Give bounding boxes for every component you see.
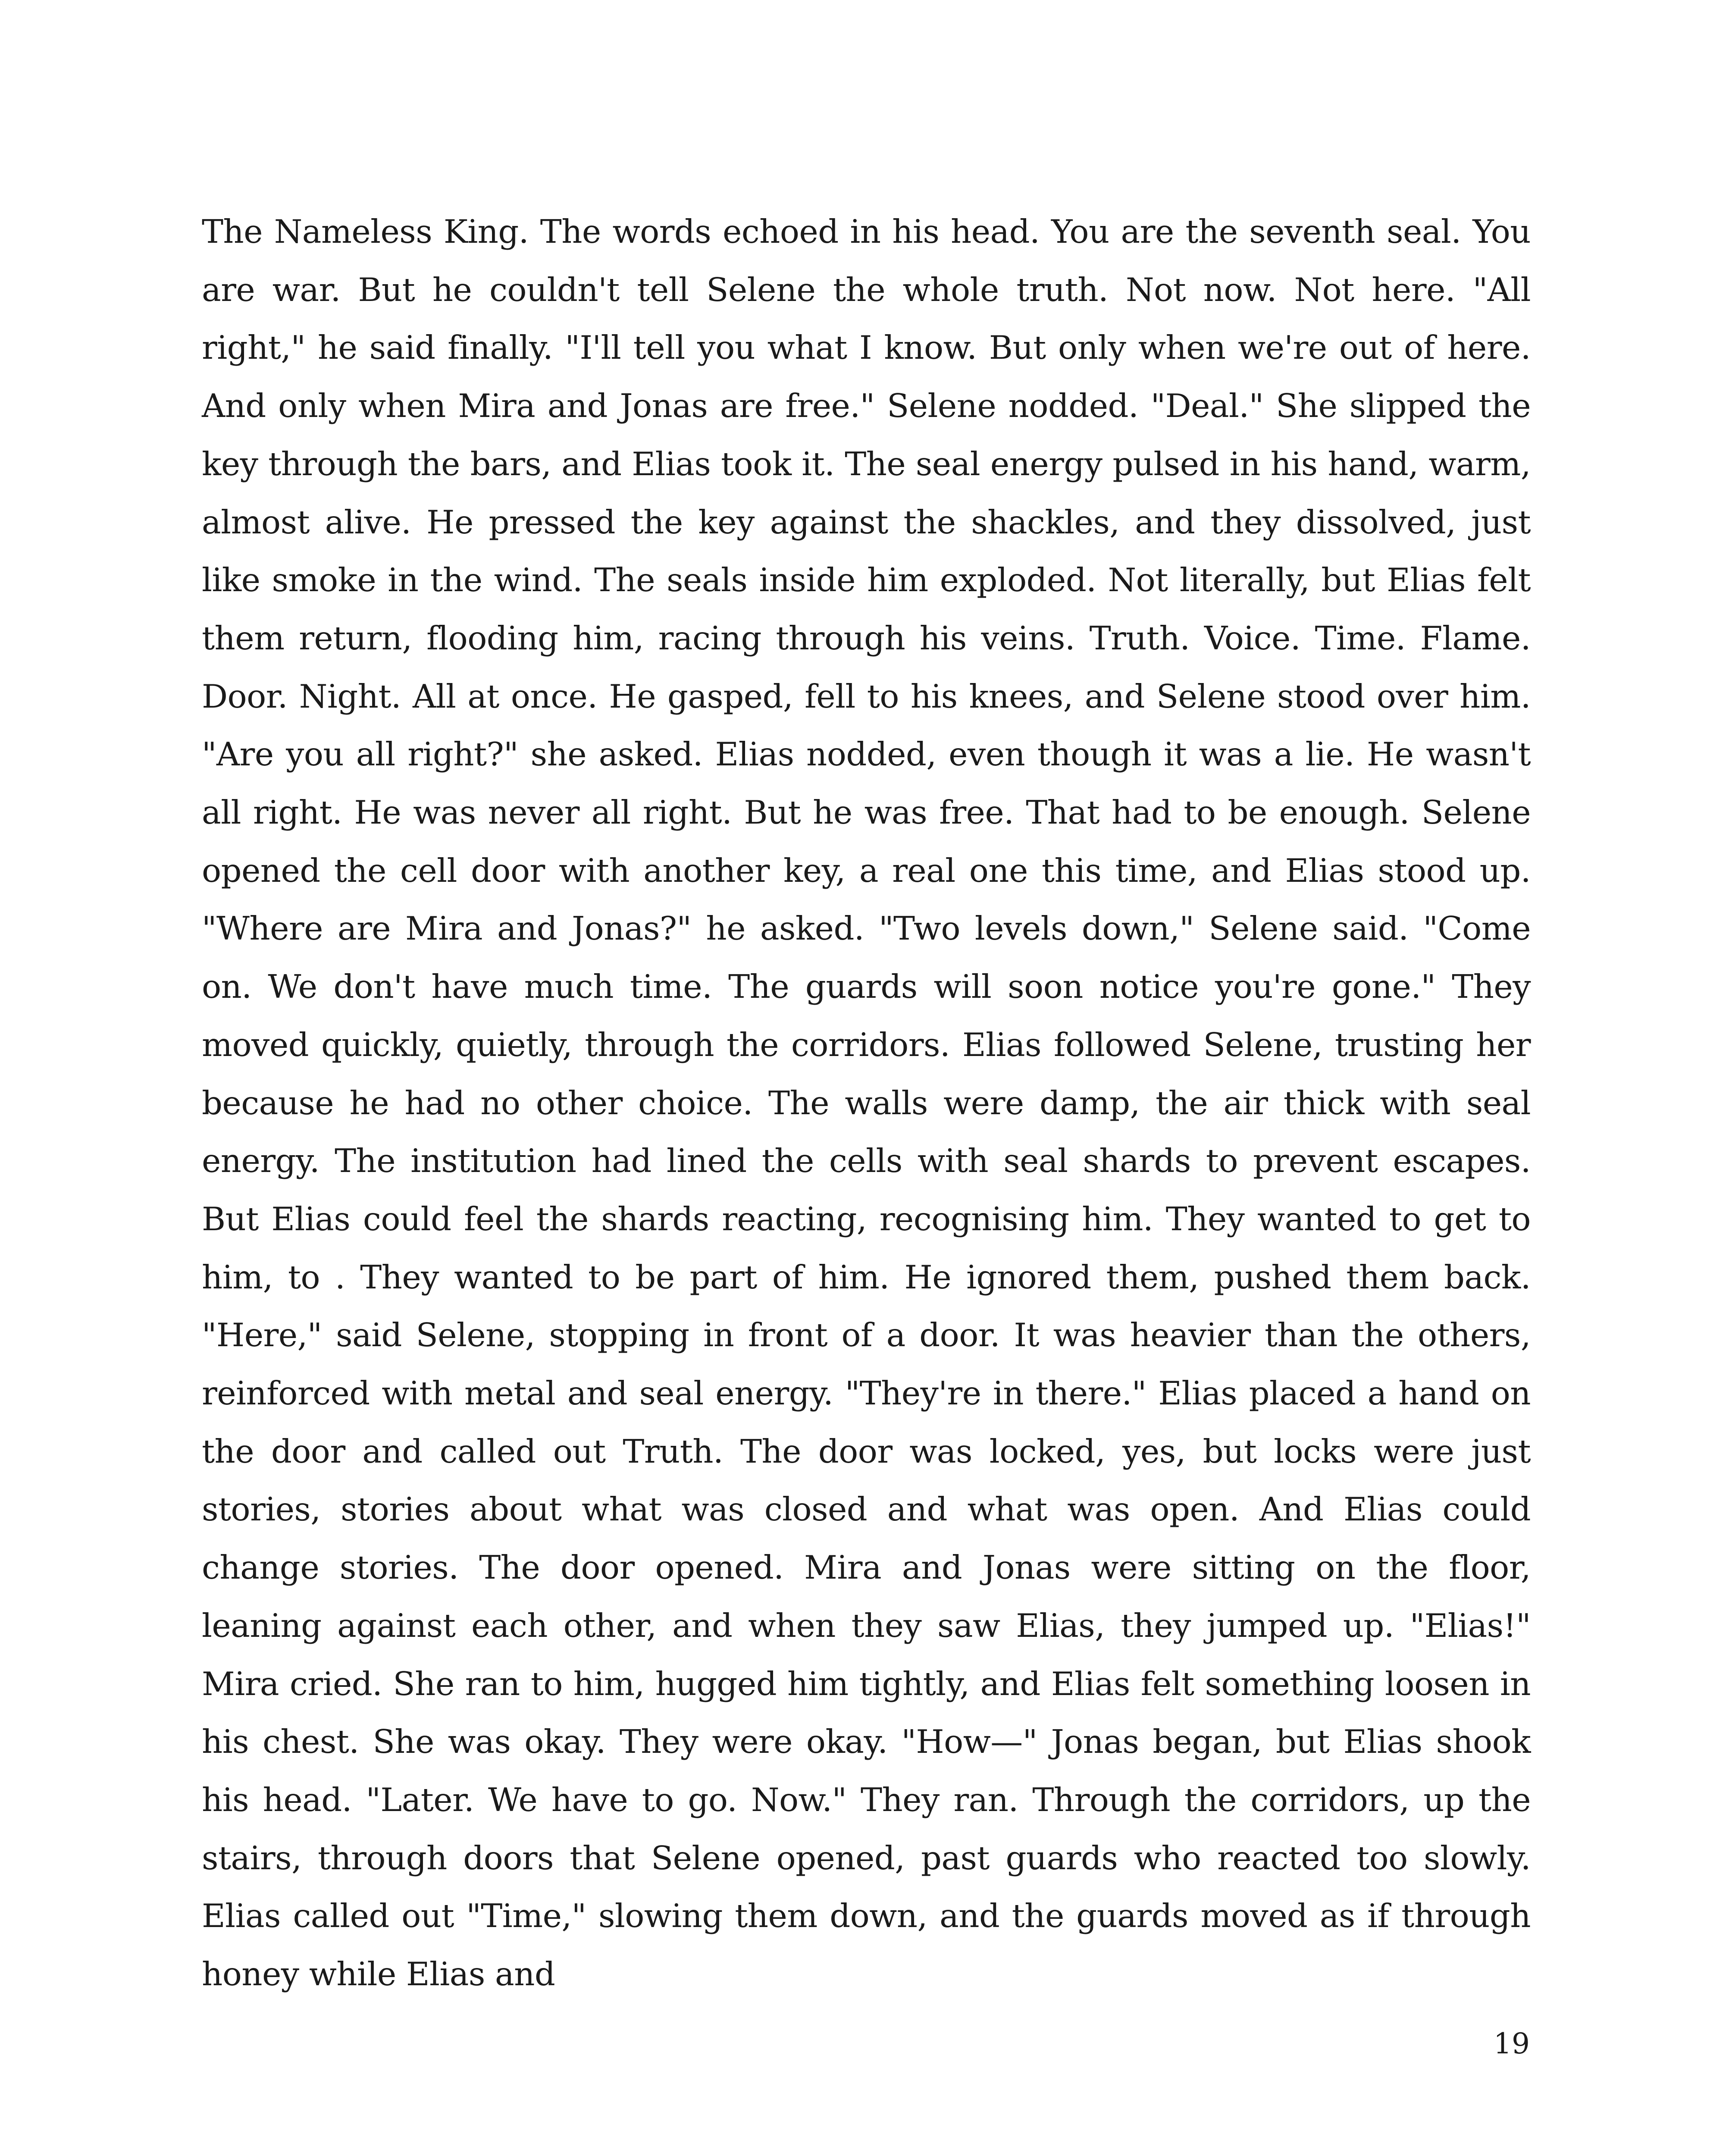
body-paragraph: The Nameless King. The words echoed in his head. You are the seventh seal. You are war. But he couldn't tell Selene the whole truth. Not now. Not here. "All right," he said finally. "I'll tell you what I know. But only when we're out of here. And only when Mira and Jonas are free." Selene nodded. "Deal." She slipped the key through the bars, and Elias took it. The seal energy pulsed in his hand, warm, almost alive. He pressed the key against the shackles, and they dissolved, just like smoke in the wind. The seals inside him exploded. Not literally, but Elias felt them return, flooding him, racing through his veins. Truth. Voice. Time. Flame. Door. Night. All at once. He gasped, fell to his knees, and Selene stood over him. "Are you all right?" she asked. Elias nodded, even though it was a lie. He wasn't all right. He was never all right. But he was free. That had to be enough. Selene opened the cell door with another key, a real one this time, and Elias stood up. "Where are Mira and Jonas?" he asked. "Two levels down," Selene said. "Come on. We don't have much time. The guards will soon notice you're gone." They moved quickly, quietly, through the corridors. Elias followed Selene, trusting her because he had no other choice. The walls were damp, the air thick with seal energy. The institution had lined the cells with seal shards to prevent escapes. But Elias could feel the shards reacting, recognising him. They wanted to get to him, to . They wanted to be part of him. He ignored them, pushed them back. "Here," said Selene, stopping in front of a door. It was heavier than the others, reinforced with metal and seal energy. "They're in there." Elias placed a hand on the door and called out Truth. The door was locked, yes, but locks were just stories, stories about what was closed and what was open. And Elias could change stories. The door opened. Mira and Jonas were sitting on the floor, leaning against each other, and when they saw Elias, they jumped up. "Elias!" Mira cried. She ran to him, hugged him tightly, and Elias felt something loosen in his chest. She was okay. They were okay. "How—" Jonas began, but Elias shook his head. "Later. We have to go. Now." They ran. Through the corridors, up the stairs, through doors that Selene opened, past guards who reacted too slowly. Elias called out "Time," slowing them down, and the guards moved as if through honey while Elias and [202, 213, 1531, 1993]
page-number: 19 [1494, 2027, 1530, 2060]
